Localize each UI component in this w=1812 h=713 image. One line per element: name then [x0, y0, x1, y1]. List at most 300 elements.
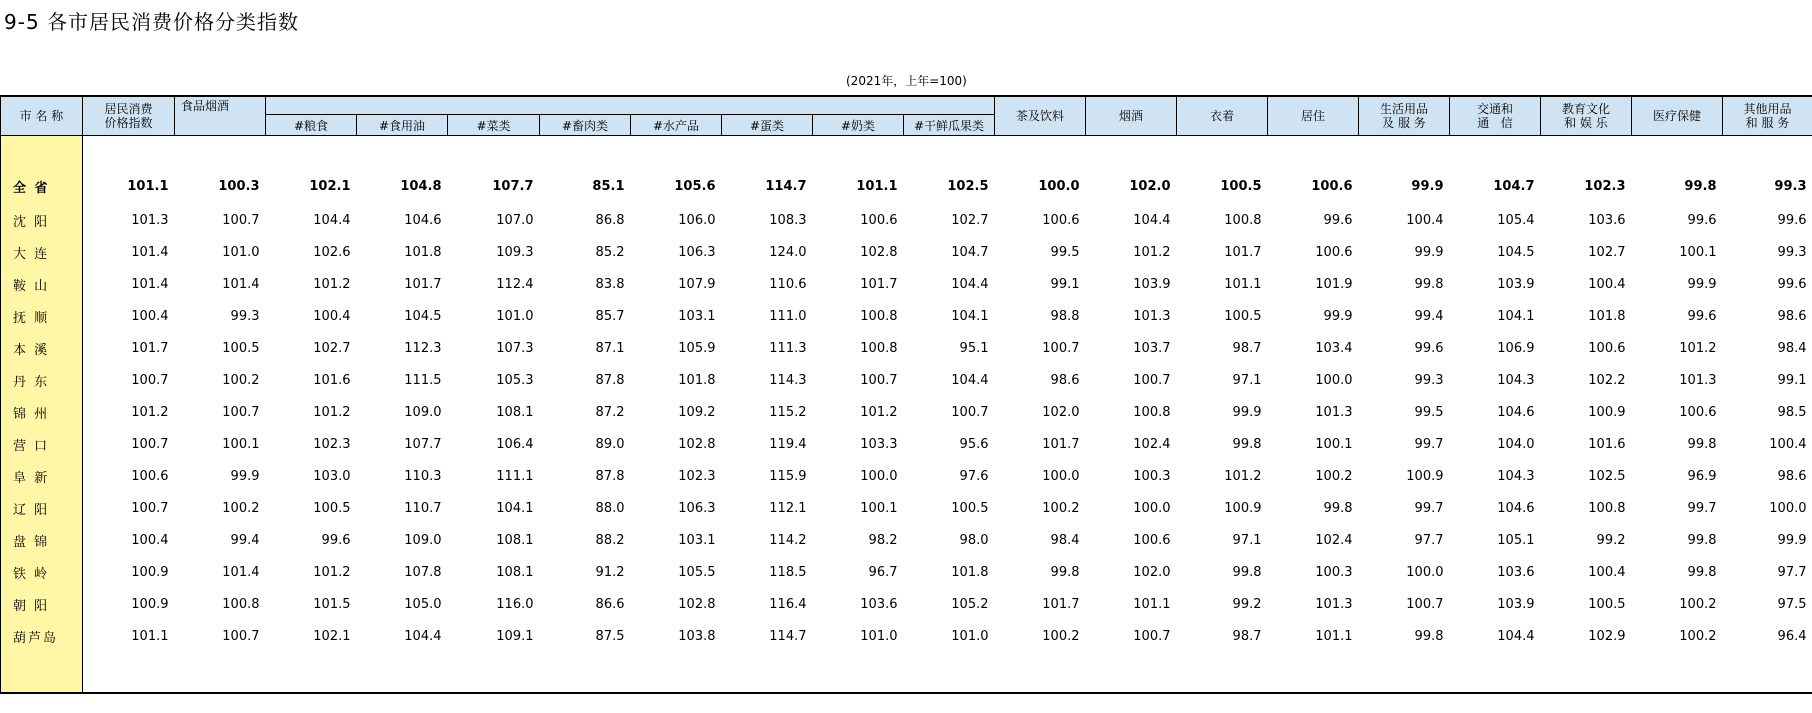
city-name: 辽 阳 — [1, 492, 83, 524]
index-value: 100.2 — [1679, 596, 1717, 612]
index-value: 101.3 — [1133, 308, 1171, 324]
index-value: 95.1 — [959, 340, 989, 356]
index-value: 107.7 — [404, 436, 442, 452]
index-value: 101.5 — [313, 596, 351, 612]
header-tea: 茶及饮料 — [995, 96, 1086, 136]
index-value: 104.1 — [951, 308, 989, 324]
index-value: 86.8 — [595, 212, 625, 228]
table-body — [1, 136, 1812, 694]
index-value: 99.4 — [1414, 308, 1444, 324]
index-value: 101.3 — [1315, 596, 1353, 612]
index-value: 108.1 — [496, 564, 534, 580]
index-value: 102.7 — [951, 212, 989, 228]
index-value: 98.6 — [1777, 308, 1807, 324]
index-value: 104.4 — [951, 372, 989, 388]
index-value: 107.7 — [492, 178, 534, 194]
index-value: 101.8 — [951, 564, 989, 580]
index-value: 101.8 — [678, 372, 716, 388]
header-transport: 交通和 通 信 — [1450, 96, 1541, 136]
index-value: 97.1 — [1232, 372, 1262, 388]
index-value: 83.8 — [595, 276, 625, 292]
index-value: 100.0 — [860, 468, 898, 484]
index-value: 100.0 — [1042, 468, 1080, 484]
index-value: 85.1 — [592, 178, 625, 194]
index-value: 102.9 — [1588, 628, 1626, 644]
city-name: 全 省 — [1, 168, 83, 204]
index-value: 102.4 — [1315, 532, 1353, 548]
index-value: 111.3 — [769, 340, 807, 356]
table-spacer-row — [1, 136, 1812, 169]
index-value: 98.6 — [1050, 372, 1080, 388]
index-value: 100.7 — [1042, 340, 1080, 356]
index-value: 101.4 — [131, 276, 169, 292]
index-value: 88.2 — [595, 532, 625, 548]
index-value: 101.7 — [1224, 244, 1262, 260]
index-value: 101.3 — [131, 212, 169, 228]
city-name: 铁 岭 — [1, 556, 83, 588]
index-value: 102.3 — [1584, 178, 1626, 194]
index-value: 98.2 — [868, 532, 898, 548]
table-row — [1, 588, 1812, 620]
index-value: 85.2 — [595, 244, 625, 260]
index-value: 105.5 — [678, 564, 716, 580]
index-value: 100.3 — [1315, 564, 1353, 580]
index-value: 96.4 — [1777, 628, 1807, 644]
index-value: 98.4 — [1050, 532, 1080, 548]
city-name: 抚 顺 — [1, 300, 83, 332]
index-value: 110.3 — [404, 468, 442, 484]
index-value: 104.1 — [496, 500, 534, 516]
index-value: 104.8 — [400, 178, 442, 194]
index-value: 100.7 — [131, 372, 169, 388]
index-value: 101.0 — [496, 308, 534, 324]
index-value: 99.8 — [1050, 564, 1080, 580]
index-value: 96.9 — [1687, 468, 1717, 484]
index-value: 101.4 — [222, 564, 260, 580]
index-value: 87.1 — [595, 340, 625, 356]
index-value: 99.6 — [1687, 212, 1717, 228]
index-value: 101.0 — [860, 628, 898, 644]
city-name: 阜 新 — [1, 460, 83, 492]
index-value: 102.1 — [313, 628, 351, 644]
index-value: 99.3 — [1777, 244, 1807, 260]
index-value: 101.1 — [1133, 596, 1171, 612]
header-household: 生活用品 及 服 务 — [1359, 96, 1450, 136]
table-row — [1, 556, 1812, 588]
index-value: 105.2 — [951, 596, 989, 612]
header-city: 市 名 称 — [1, 96, 83, 136]
index-value: 97.1 — [1232, 532, 1262, 548]
index-value: 105.6 — [674, 178, 716, 194]
table-bottom-spacer — [1, 652, 1812, 693]
index-value: 102.8 — [860, 244, 898, 260]
index-value: 112.4 — [496, 276, 534, 292]
index-value: 99.8 — [1687, 436, 1717, 452]
index-value: 100.5 — [951, 500, 989, 516]
index-value: 100.2 — [1315, 468, 1353, 484]
index-value: 101.0 — [222, 244, 260, 260]
index-value: 100.6 — [1133, 532, 1171, 548]
index-value: 104.4 — [951, 276, 989, 292]
index-value: 101.2 — [313, 404, 351, 420]
index-value: 100.1 — [222, 436, 260, 452]
index-value: 101.8 — [404, 244, 442, 260]
table-row — [1, 236, 1812, 268]
index-value: 102.8 — [678, 436, 716, 452]
city-name: 营 口 — [1, 428, 83, 460]
index-value: 99.8 — [1323, 500, 1353, 516]
index-value: 100.4 — [131, 308, 169, 324]
index-value: 107.0 — [496, 212, 534, 228]
index-value: 100.8 — [222, 596, 260, 612]
table-row — [1, 524, 1812, 556]
index-value: 91.2 — [595, 564, 625, 580]
index-value: 101.1 — [1224, 276, 1262, 292]
index-value: 109.1 — [496, 628, 534, 644]
index-value: 109.0 — [404, 404, 442, 420]
index-value: 102.6 — [313, 244, 351, 260]
index-value: 100.7 — [1133, 628, 1171, 644]
index-value: 100.7 — [131, 436, 169, 452]
index-value: 100.2 — [222, 372, 260, 388]
header-clothing: 衣着 — [1177, 96, 1268, 136]
index-value: 98.5 — [1777, 404, 1807, 420]
index-value: 99.2 — [1232, 596, 1262, 612]
header-meat: #畜肉类 — [540, 115, 631, 136]
index-value: 100.7 — [222, 628, 260, 644]
index-value: 85.7 — [595, 308, 625, 324]
index-value: 105.1 — [1497, 532, 1535, 548]
index-value: 99.5 — [1414, 404, 1444, 420]
index-value: 100.6 — [1315, 244, 1353, 260]
index-value: 106.3 — [678, 244, 716, 260]
index-value: 118.5 — [769, 564, 807, 580]
index-value: 100.1 — [1315, 436, 1353, 452]
index-value: 99.6 — [321, 532, 351, 548]
index-value: 100.7 — [1133, 372, 1171, 388]
index-value: 110.6 — [769, 276, 807, 292]
index-value: 100.8 — [860, 308, 898, 324]
index-value: 101.4 — [222, 276, 260, 292]
header-fruit: #干鲜瓜果类 — [904, 115, 995, 136]
table-row — [1, 168, 1812, 204]
index-value: 98.6 — [1777, 468, 1807, 484]
index-value: 104.6 — [404, 212, 442, 228]
index-value: 87.2 — [595, 404, 625, 420]
index-value: 100.9 — [1224, 500, 1262, 516]
index-value: 98.4 — [1777, 340, 1807, 356]
index-value: 101.1 — [856, 178, 898, 194]
index-value: 101.2 — [313, 564, 351, 580]
index-value: 99.3 — [230, 308, 260, 324]
index-value: 104.7 — [951, 244, 989, 260]
index-value: 100.8 — [860, 340, 898, 356]
header-tobacco: 烟酒 — [1086, 96, 1177, 136]
index-value: 99.2 — [1596, 532, 1626, 548]
city-name: 本 溪 — [1, 332, 83, 364]
index-value: 109.0 — [404, 532, 442, 548]
index-value: 112.3 — [404, 340, 442, 356]
index-value: 101.6 — [313, 372, 351, 388]
header-medical: 医疗保健 — [1632, 96, 1723, 136]
index-value: 105.4 — [1497, 212, 1535, 228]
city-name: 盘 锦 — [1, 524, 83, 556]
index-value: 99.8 — [1687, 564, 1717, 580]
index-value: 99.6 — [1777, 276, 1807, 292]
index-value: 103.9 — [1497, 276, 1535, 292]
index-value: 101.9 — [1315, 276, 1353, 292]
index-value: 108.1 — [496, 404, 534, 420]
index-value: 99.8 — [1414, 276, 1444, 292]
index-value: 103.9 — [1133, 276, 1171, 292]
header-food: 食品烟酒 — [175, 96, 266, 115]
index-value: 102.7 — [313, 340, 351, 356]
index-value: 114.3 — [769, 372, 807, 388]
index-value: 110.7 — [404, 500, 442, 516]
index-value: 101.4 — [131, 244, 169, 260]
index-value: 100.7 — [860, 372, 898, 388]
index-value: 104.6 — [1497, 404, 1535, 420]
table-row — [1, 460, 1812, 492]
index-value: 100.7 — [222, 212, 260, 228]
index-value: 100.4 — [1406, 212, 1444, 228]
index-value: 102.7 — [1588, 244, 1626, 260]
index-value: 101.1 — [1315, 628, 1353, 644]
index-value: 86.6 — [595, 596, 625, 612]
header-veg: #菜类 — [448, 115, 540, 136]
index-value: 101.3 — [1315, 404, 1353, 420]
index-value: 104.5 — [1497, 244, 1535, 260]
index-value: 100.6 — [1311, 178, 1353, 194]
index-value: 99.8 — [1684, 178, 1717, 194]
index-value: 114.7 — [769, 628, 807, 644]
index-value: 100.6 — [1042, 212, 1080, 228]
index-value: 108.3 — [769, 212, 807, 228]
table-row — [1, 204, 1812, 236]
header-grain: #粮食 — [266, 115, 357, 136]
index-value: 99.9 — [230, 468, 260, 484]
index-value: 102.3 — [678, 468, 716, 484]
index-value: 111.1 — [496, 468, 534, 484]
index-value: 99.4 — [230, 532, 260, 548]
index-value: 99.9 — [1232, 404, 1262, 420]
header-egg: #蛋类 — [722, 115, 813, 136]
index-value: 100.1 — [1679, 244, 1717, 260]
index-value: 101.8 — [1588, 308, 1626, 324]
index-value: 106.3 — [678, 500, 716, 516]
cpi-table — [0, 95, 1812, 694]
index-value: 103.6 — [1588, 212, 1626, 228]
header-cpi: 居民消费 价格指数 — [83, 96, 175, 136]
index-value: 98.8 — [1050, 308, 1080, 324]
index-value: 87.8 — [595, 372, 625, 388]
index-value: 106.9 — [1497, 340, 1535, 356]
table-row — [1, 364, 1812, 396]
index-value: 103.1 — [678, 532, 716, 548]
index-value: 102.2 — [1588, 372, 1626, 388]
index-value: 96.7 — [868, 564, 898, 580]
index-value: 100.8 — [1588, 500, 1626, 516]
index-value: 99.6 — [1687, 308, 1717, 324]
table-row — [1, 620, 1812, 652]
table-row — [1, 332, 1812, 364]
table-row — [1, 300, 1812, 332]
index-value: 97.7 — [1777, 564, 1807, 580]
index-value: 99.1 — [1777, 372, 1807, 388]
index-value: 114.7 — [765, 178, 807, 194]
header-aquatic: #水产品 — [631, 115, 722, 136]
index-value: 100.7 — [1406, 596, 1444, 612]
index-value: 102.1 — [309, 178, 351, 194]
table-row — [1, 428, 1812, 460]
index-value: 101.2 — [1224, 468, 1262, 484]
index-value: 109.3 — [496, 244, 534, 260]
cpi-table-container — [0, 95, 1812, 694]
index-value: 95.6 — [959, 436, 989, 452]
table-row — [1, 492, 1812, 524]
index-value: 98.0 — [959, 532, 989, 548]
index-value: 100.2 — [222, 500, 260, 516]
index-value: 100.2 — [1042, 628, 1080, 644]
index-value: 114.2 — [769, 532, 807, 548]
index-value: 99.6 — [1323, 212, 1353, 228]
index-value: 106.4 — [496, 436, 534, 452]
index-value: 116.0 — [496, 596, 534, 612]
index-value: 105.0 — [404, 596, 442, 612]
index-value: 100.6 — [131, 468, 169, 484]
index-value: 100.7 — [951, 404, 989, 420]
index-value: 112.1 — [769, 500, 807, 516]
index-value: 103.1 — [678, 308, 716, 324]
index-value: 102.3 — [313, 436, 351, 452]
index-value: 100.6 — [860, 212, 898, 228]
index-value: 104.4 — [313, 212, 351, 228]
index-value: 100.5 — [222, 340, 260, 356]
index-value: 106.0 — [678, 212, 716, 228]
header-food-blank — [175, 115, 266, 136]
index-value: 102.4 — [1133, 436, 1171, 452]
header-housing: 居住 — [1268, 96, 1359, 136]
index-value: 103.0 — [313, 468, 351, 484]
index-value: 99.6 — [1777, 212, 1807, 228]
index-value: 87.5 — [595, 628, 625, 644]
index-value: 99.6 — [1414, 340, 1444, 356]
index-value: 103.4 — [1315, 340, 1353, 356]
index-value: 100.4 — [313, 308, 351, 324]
index-value: 99.5 — [1050, 244, 1080, 260]
index-value: 97.5 — [1777, 596, 1807, 612]
index-value: 100.5 — [1220, 178, 1262, 194]
index-value: 100.5 — [1224, 308, 1262, 324]
index-value: 101.1 — [131, 628, 169, 644]
index-value: 99.9 — [1323, 308, 1353, 324]
index-value: 103.8 — [678, 628, 716, 644]
header-milk: #奶类 — [813, 115, 904, 136]
table-row — [1, 268, 1812, 300]
index-value: 101.7 — [1042, 596, 1080, 612]
index-value: 100.0 — [1133, 500, 1171, 516]
index-value: 99.7 — [1687, 500, 1717, 516]
index-value: 100.0 — [1406, 564, 1444, 580]
index-value: 100.9 — [131, 564, 169, 580]
index-value: 104.4 — [1497, 628, 1535, 644]
index-value: 99.8 — [1687, 532, 1717, 548]
index-value: 103.9 — [1497, 596, 1535, 612]
index-value: 102.0 — [1133, 564, 1171, 580]
index-value: 101.2 — [860, 404, 898, 420]
index-value: 109.2 — [678, 404, 716, 420]
index-value: 104.4 — [404, 628, 442, 644]
index-value: 97.7 — [1414, 532, 1444, 548]
index-value: 103.6 — [1497, 564, 1535, 580]
index-value: 99.9 — [1414, 244, 1444, 260]
index-value: 101.2 — [1679, 340, 1717, 356]
index-value: 104.6 — [1497, 500, 1535, 516]
index-value: 101.7 — [404, 276, 442, 292]
index-value: 115.9 — [769, 468, 807, 484]
index-value: 101.7 — [1042, 436, 1080, 452]
index-value: 100.2 — [1679, 628, 1717, 644]
index-value: 99.9 — [1777, 532, 1807, 548]
table-row — [1, 396, 1812, 428]
index-value: 101.2 — [131, 404, 169, 420]
index-value: 99.7 — [1414, 436, 1444, 452]
index-value: 99.9 — [1411, 178, 1444, 194]
index-value: 99.9 — [1687, 276, 1717, 292]
index-value: 102.0 — [1042, 404, 1080, 420]
index-value: 111.0 — [769, 308, 807, 324]
index-value: 107.8 — [404, 564, 442, 580]
index-value: 116.4 — [769, 596, 807, 612]
index-value: 100.6 — [1679, 404, 1717, 420]
index-value: 100.7 — [222, 404, 260, 420]
city-name: 大 连 — [1, 236, 83, 268]
index-value: 100.2 — [1042, 500, 1080, 516]
index-value: 100.1 — [860, 500, 898, 516]
index-value: 102.8 — [678, 596, 716, 612]
index-value: 100.0 — [1038, 178, 1080, 194]
city-name: 葫芦岛 — [1, 620, 83, 652]
header-food-subgroup — [266, 96, 995, 115]
index-value: 100.9 — [131, 596, 169, 612]
city-cell-empty — [1, 136, 83, 169]
index-value: 107.9 — [678, 276, 716, 292]
index-value: 101.0 — [951, 628, 989, 644]
index-value: 99.8 — [1232, 564, 1262, 580]
city-name: 锦 州 — [1, 396, 83, 428]
index-value: 102.0 — [1129, 178, 1171, 194]
index-value: 100.0 — [1315, 372, 1353, 388]
city-name: 丹 东 — [1, 364, 83, 396]
page-title: 9-5 各市居民消费价格分类指数 — [4, 10, 300, 34]
index-value: 103.7 — [1133, 340, 1171, 356]
index-value: 100.7 — [131, 500, 169, 516]
index-value: 104.3 — [1497, 468, 1535, 484]
index-value: 98.7 — [1232, 628, 1262, 644]
index-value: 88.0 — [595, 500, 625, 516]
index-value: 104.3 — [1497, 372, 1535, 388]
index-value: 111.5 — [404, 372, 442, 388]
index-value: 108.1 — [496, 532, 534, 548]
index-value: 101.1 — [127, 178, 169, 194]
city-name: 朝 阳 — [1, 588, 83, 620]
index-value: 100.3 — [218, 178, 260, 194]
index-value: 101.3 — [1679, 372, 1717, 388]
index-value: 89.0 — [595, 436, 625, 452]
index-value: 99.8 — [1414, 628, 1444, 644]
index-value: 100.9 — [1406, 468, 1444, 484]
index-value: 100.8 — [1133, 404, 1171, 420]
